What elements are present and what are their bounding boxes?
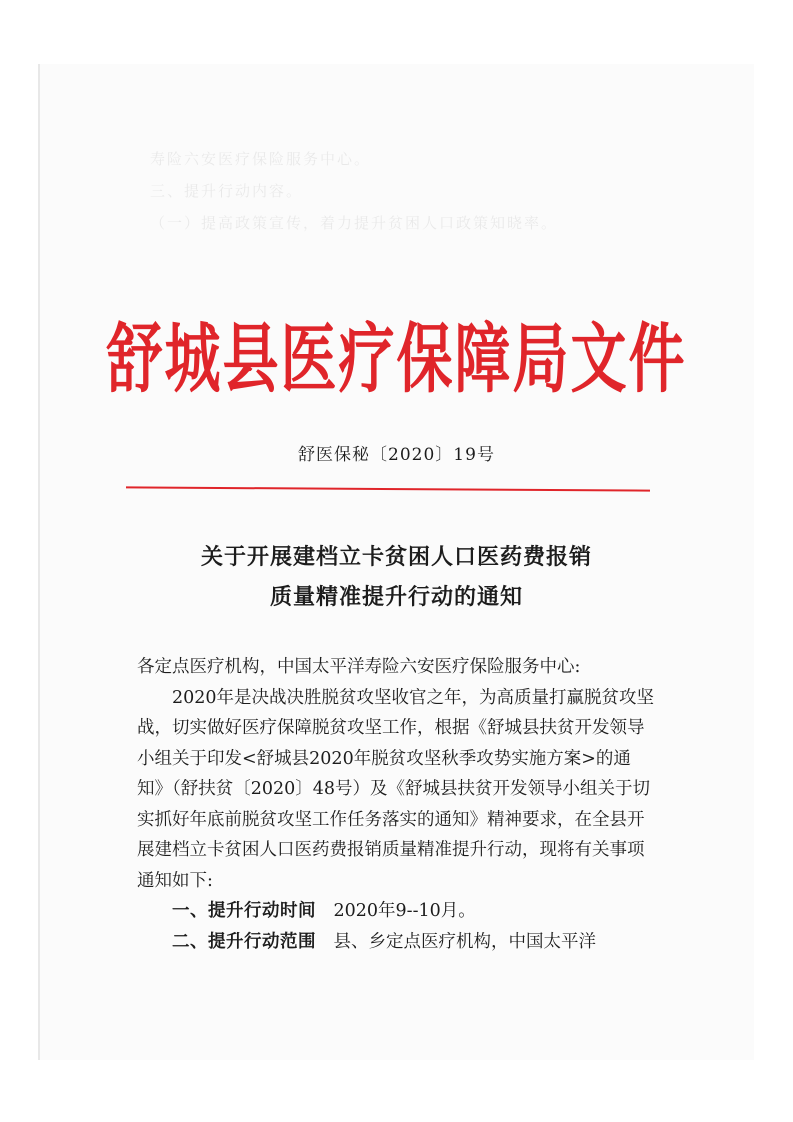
section-item — [137, 896, 657, 927]
bleed-through-line: 寿险六安医疗保险服务中心。 — [150, 150, 372, 168]
document-title-line: 关于开展建档立卡贫困人口医药费报销 — [200, 544, 592, 570]
document-title — [0, 537, 793, 617]
section-text: 县、乡定点医疗机构，中国太平洋 — [333, 931, 596, 952]
document-number: 舒医保秘〔2020〕19号 — [298, 445, 495, 465]
document-body — [137, 652, 657, 957]
intro-paragraph: 2020年是决战决胜脱贫攻坚收官之年，为高质量打赢脱贫攻坚战，切实做好医疗保障脱贫攻坚工作，根据《舒城县扶贫开发领导小组关于印发<舒城县2020年脱贫攻坚秋季攻势实施方案>的通知》（舒扶贫〔2020〕48号）及《舒城县扶贫开发领导小组关于切实抓好年底前脱贫攻坚工作任务落实的通知》精神要求，在全县开展建档立卡贫困人口医药费报销质量精准提升行动，现将有关事项通知如下: — [137, 687, 655, 891]
bleed-through-line: 三、提升行动内容。 — [150, 182, 304, 200]
section-label: 一、提升行动时间 — [172, 901, 316, 921]
document-title-line: 质量精准提升行动的通知 — [269, 584, 523, 610]
section-text: 2020年9--10月。 — [333, 901, 476, 921]
agency-header-title: 舒城县医疗保障局文件 — [106, 314, 687, 404]
section-item — [137, 927, 657, 958]
section-label: 二、提升行动范围 — [172, 931, 316, 952]
bleed-through-line: （一）提高政策宣传，着力提升贫困人口政策知晓率。 — [150, 214, 559, 232]
salutation: 各定点医疗机构，中国太平洋寿险六安医疗保险服务中心: — [137, 657, 581, 677]
